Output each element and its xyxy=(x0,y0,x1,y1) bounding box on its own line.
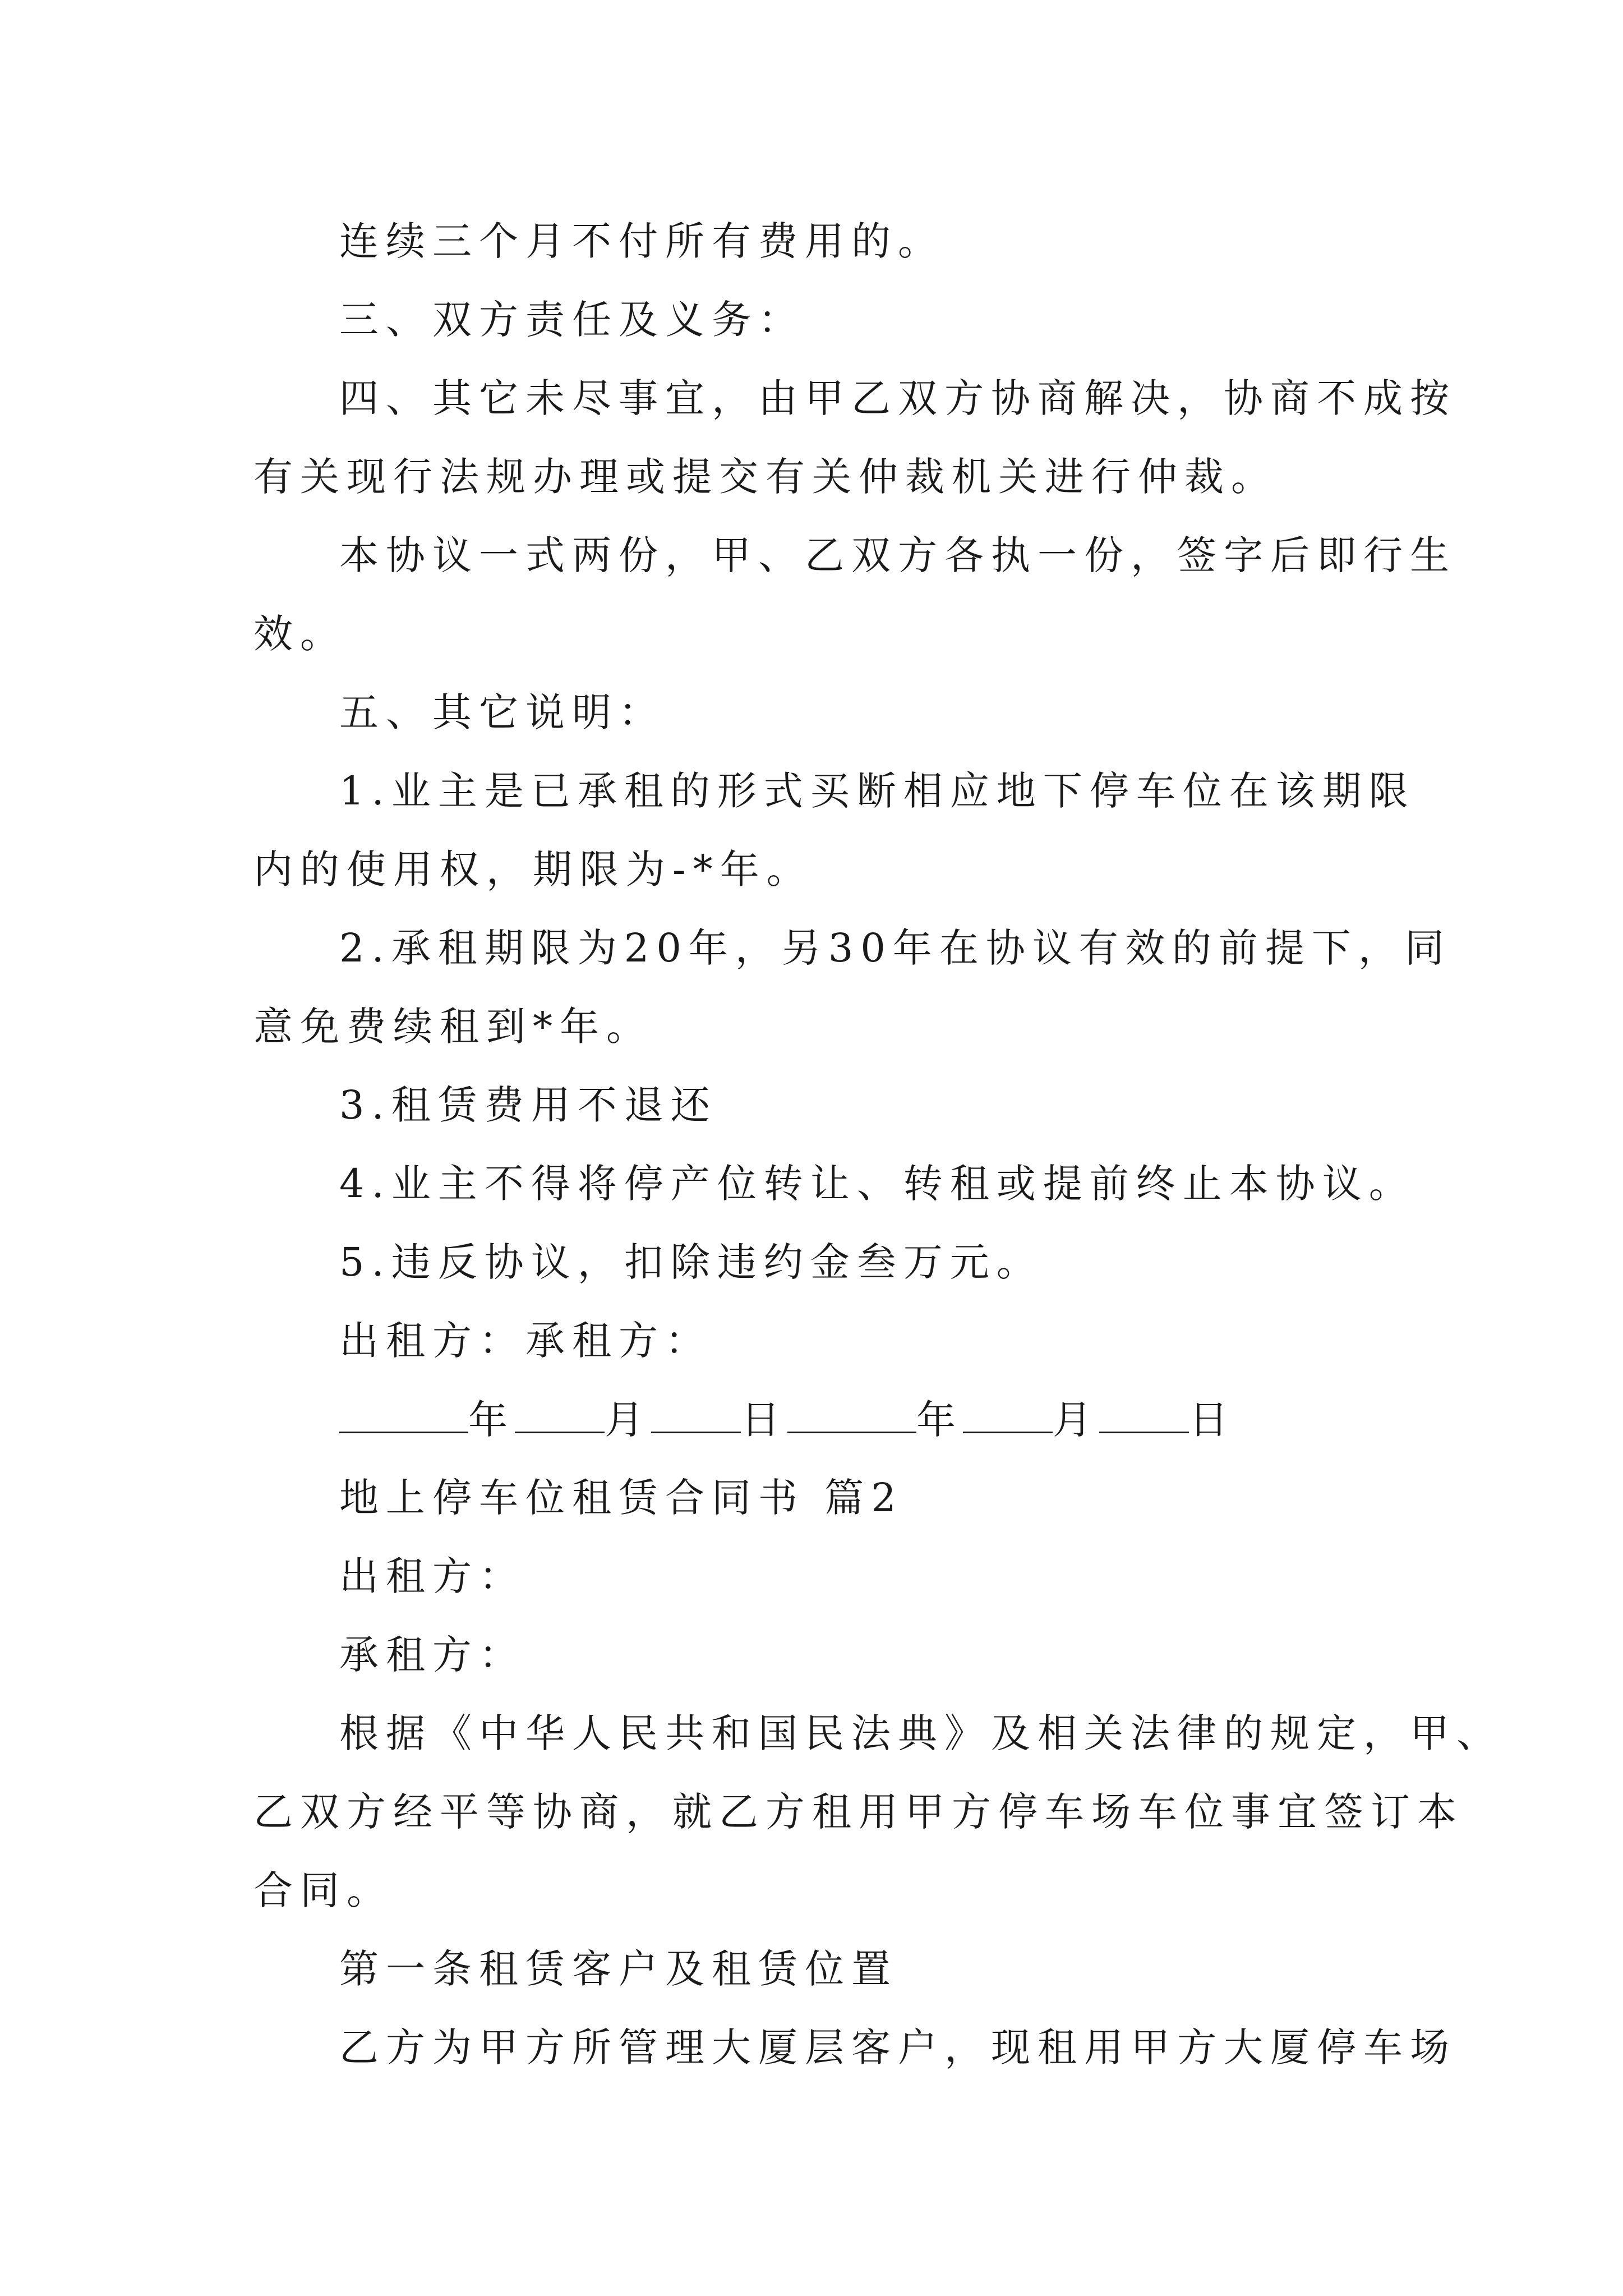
year-label: 年 xyxy=(468,1397,515,1443)
year-blank xyxy=(339,1397,468,1433)
month-label: 月 xyxy=(605,1397,651,1443)
article1-body: 乙方为甲方所管理大厦层客户，现租用甲方大厦停车场 xyxy=(339,2024,1456,2070)
month-label-2: 月 xyxy=(1053,1397,1099,1443)
year-blank-2 xyxy=(787,1397,916,1433)
note-5: 5.违反协议，扣除违约金叁万元。 xyxy=(339,1239,1043,1285)
heading-responsibilities: 三、双方责任及义务： xyxy=(339,297,805,343)
day-label-2: 日 xyxy=(1189,1397,1235,1443)
note-1-line2: 内的使用权，期限为-*年。 xyxy=(253,846,813,892)
paragraph-fee-clause: 连续三个月不付所有费用的。 xyxy=(339,218,944,264)
day-blank-2 xyxy=(1099,1397,1189,1433)
month-blank xyxy=(515,1397,605,1433)
signature-parties: 出租方：承租方： xyxy=(339,1318,712,1364)
day-label: 日 xyxy=(741,1397,787,1443)
paragraph-copies-line2: 效。 xyxy=(253,611,347,657)
year-label-2: 年 xyxy=(916,1397,963,1443)
article1-title: 第一条租赁客户及租赁位置 xyxy=(339,1946,898,1992)
paragraph-copies-line1: 本协议一式两份，甲、乙双方各执一份，签字后即行生 xyxy=(339,532,1456,578)
day-blank xyxy=(651,1397,741,1433)
paragraph-other-matters-line2: 有关现行法规办理或提交有关仲裁机关进行仲裁。 xyxy=(253,454,1278,500)
signature-date-line xyxy=(339,1397,1235,1442)
note-3: 3.租赁费用不退还 xyxy=(339,1082,717,1128)
intro-line1: 根据《中华人民共和国民法典》及相关法律的规定，甲、 xyxy=(339,1710,1503,1756)
month-blank-2 xyxy=(963,1397,1053,1433)
section-title: 地上停车位租赁合同书 篇2 xyxy=(339,1475,903,1521)
note-1-line1: 1.业主是已承租的形式买断相应地下停车位在该期限 xyxy=(339,768,1415,814)
intro-line3: 合同。 xyxy=(253,1867,393,1913)
paragraph-other-matters-line1: 四、其它未尽事宜，由甲乙双方协商解决，协商不成按 xyxy=(339,375,1456,421)
intro-line2: 乙双方经平等协商，就乙方租用甲方停车场车位事宜签订本 xyxy=(253,1789,1464,1835)
note-2-line1: 2.承租期限为20年，另30年在协议有效的前提下，同 xyxy=(339,925,1451,971)
heading-other-notes: 五、其它说明： xyxy=(339,689,665,735)
party-lessor: 出租方： xyxy=(339,1553,525,1599)
party-lessee: 承租方： xyxy=(339,1632,525,1678)
note-4: 4.业主不得将停产位转让、转租或提前终止本协议。 xyxy=(339,1161,1415,1207)
note-2-line2: 意免费续租到*年。 xyxy=(253,1004,653,1050)
